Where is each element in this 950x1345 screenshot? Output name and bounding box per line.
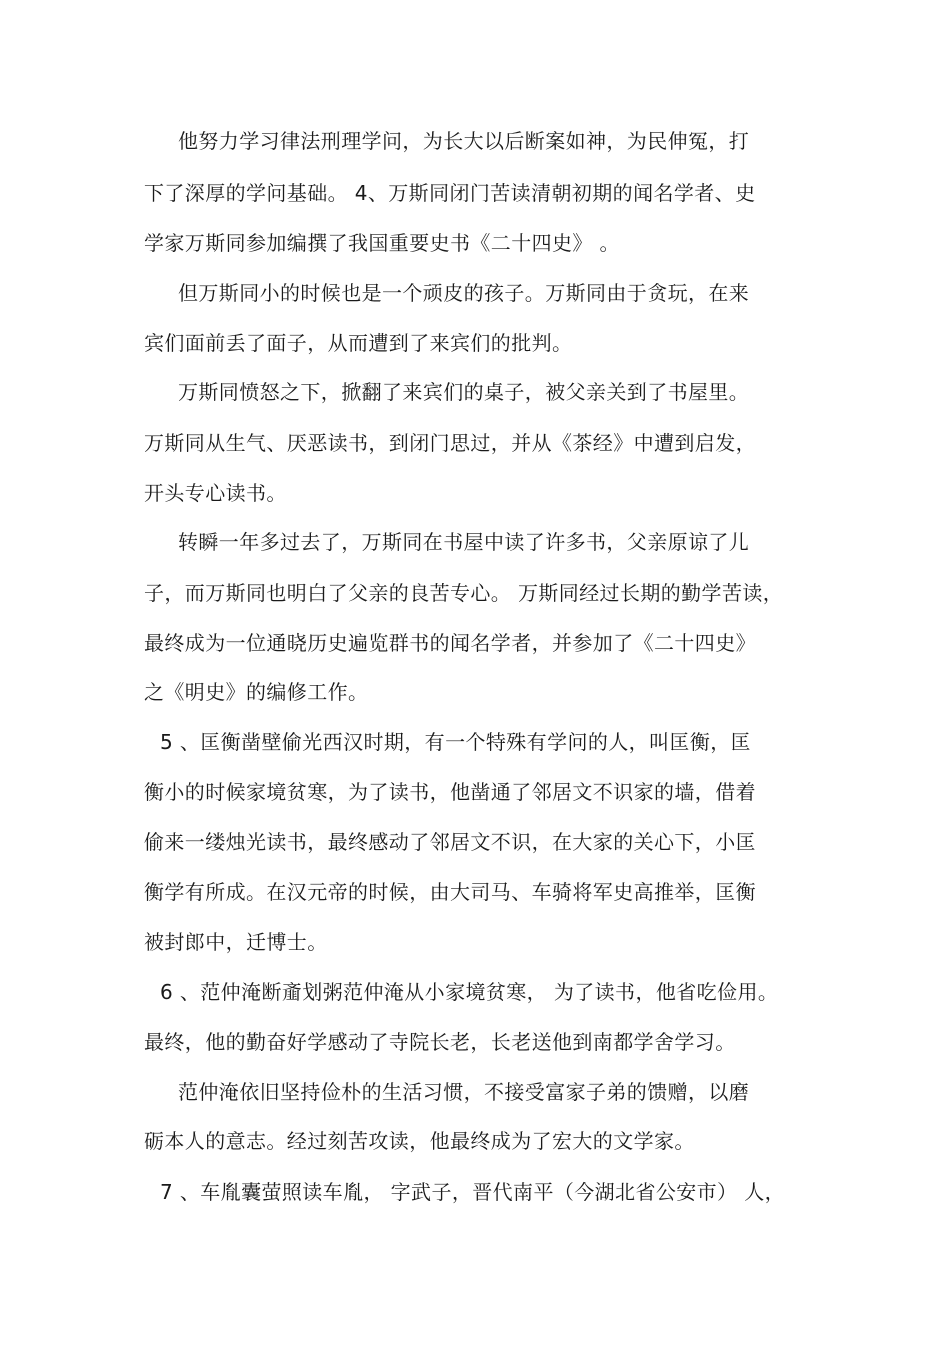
text-line: 开头专心读书。 <box>144 481 287 505</box>
text-line: 下了深厚的学问基础。 4、万斯同闭门苦读清朝初期的闻名学者、史 <box>144 181 756 205</box>
text-line: 5 、匡衡凿壁偷光西汉时期，有一个特殊有学问的人，叫匡衡，匡 <box>160 730 752 754</box>
text-line: 宾们面前丢了面子，从而遭到了来宾们的批判。 <box>144 331 573 355</box>
text-line: 子，而万斯同也明白了父亲的良苦专心。 万斯同经过长期的勤学苦读， <box>144 581 784 605</box>
text-line: 之《明史》的编修工作。 <box>144 680 369 704</box>
text-line: 被封郎中，迁博士。 <box>144 930 328 954</box>
text-line: 7 、车胤囊萤照读车胤， 字武子，晋代南平（今湖北省公安市） 人， <box>160 1180 785 1204</box>
text-line: 学家万斯同参加编撰了我国重要史书《二十四史》 。 <box>144 231 620 255</box>
text-line: 最终成为一位通晓历史遍览群书的闻名学者，并参加了《二十四史》 <box>144 631 756 655</box>
text-line: 衡学有所成。在汉元帝的时候，由大司马、车骑将军史高推举，匡衡 <box>144 880 756 904</box>
text-line: 转瞬一年多过去了，万斯同在书屋中读了许多书，父亲原谅了儿 <box>178 530 750 554</box>
text-line: 万斯同从生气、厌恶读书，到闭门思过，并从《茶经》中遭到启发， <box>144 431 756 455</box>
text-line: 最终，他的勤奋好学感动了寺院长老，长老送他到南都学舍学习。 <box>144 1030 736 1054</box>
text-line: 万斯同愤怒之下，掀翻了来宾们的桌子，被父亲关到了书屋里。 <box>178 380 750 404</box>
text-line: 范仲淹依旧坚持俭朴的生活习惯，不接受富家子弟的馈赠，以磨 <box>178 1080 750 1104</box>
text-line: 偷来一缕烛光读书，最终感动了邻居文不识，在大家的关心下，小匡 <box>144 830 756 854</box>
text-line: 但万斯同小的时候也是一个顽皮的孩子。万斯同由于贪玩，在来 <box>178 281 750 305</box>
text-line: 他努力学习律法刑理学问，为长大以后断案如神，为民伸冤，打 <box>178 129 750 153</box>
text-line: 砺本人的意志。经过刻苦攻读，他最终成为了宏大的文学家。 <box>144 1129 695 1153</box>
text-line: 6 、范仲淹断齑划粥范仲淹从小家境贫寒， 为了读书，他省吃俭用。 <box>160 980 779 1004</box>
text-line: 衡小的时候家境贫寒，为了读书，他凿通了邻居文不识家的墙，借着 <box>144 780 756 804</box>
